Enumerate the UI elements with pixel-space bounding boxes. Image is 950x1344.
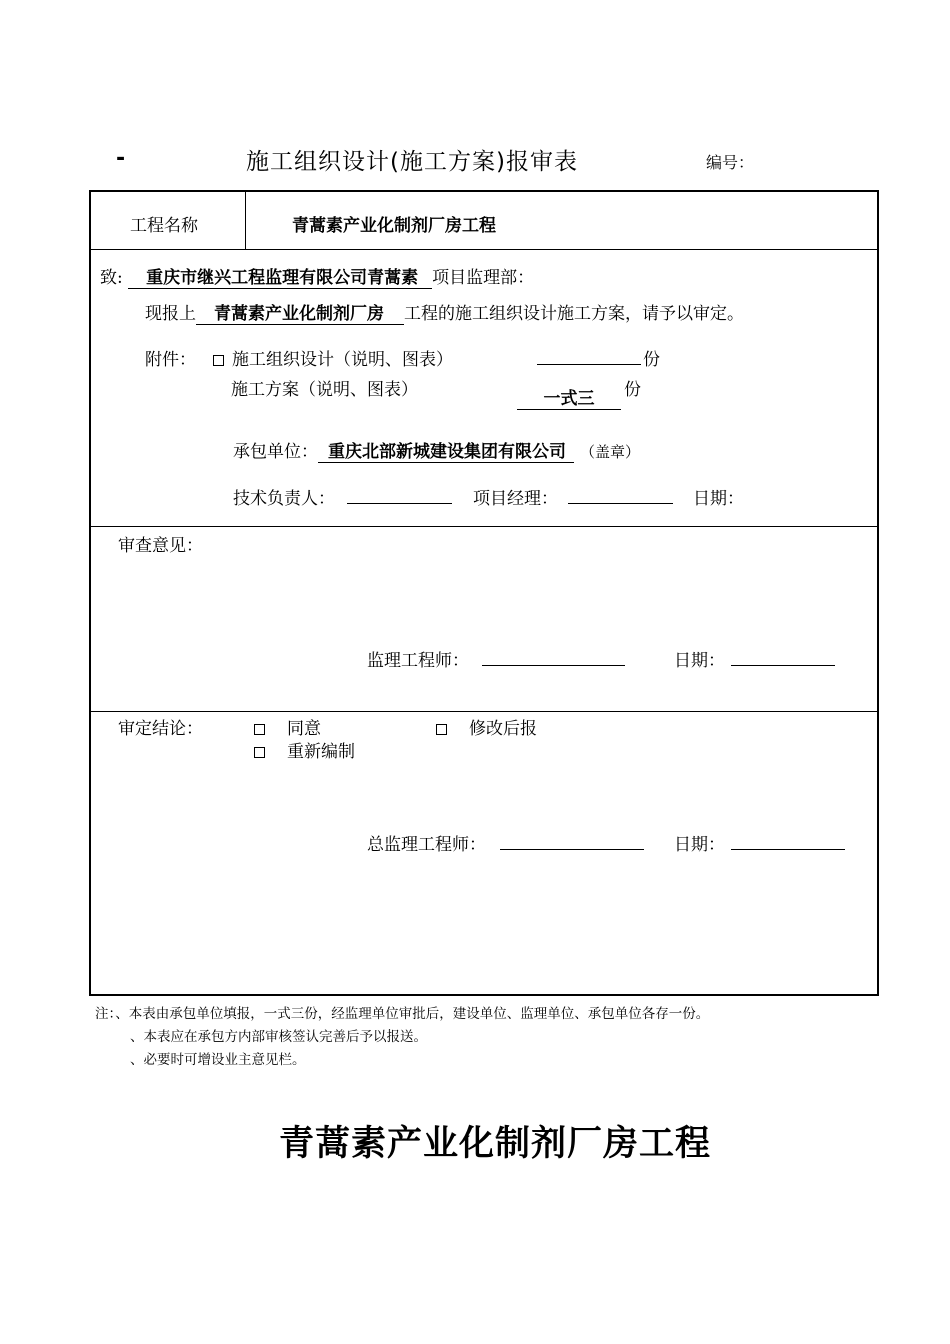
row-divider (89, 249, 879, 250)
attachment2-unit: 份 (624, 380, 641, 400)
attachment2-text: 施工方案（说明、图表） (231, 380, 418, 400)
header-dash: - (116, 146, 126, 171)
attachments-label: 附件： (145, 350, 196, 370)
note-line-1: 注：、本表由承包单位填报，一式三份，经监理单位审批后，建设单位、监理单位、承包单位各存一份。 (95, 1006, 710, 1022)
report-prefix: 现报上 (145, 304, 196, 324)
row-divider (89, 526, 879, 527)
option-agree-label: 同意 (287, 719, 321, 739)
attachment1-text: 施工组织设计（说明、图表） (232, 350, 453, 370)
project-manager-label: 项目经理： (473, 489, 558, 509)
tech-lead-label: 技术负责人： (233, 489, 335, 509)
form-title: 施工组织设计(施工方案)报审表 (246, 149, 578, 175)
submission-to-line (100, 263, 534, 289)
review-opinion-label: 审查意见： (118, 536, 203, 556)
form-number-label: 编号： (706, 153, 755, 172)
submission-date-label: 日期： (693, 489, 744, 509)
report-suffix: 工程的施工组织设计施工方案，请予以审定。 (404, 304, 744, 324)
contractor-name: 重庆北部新城建设集团有限公司 (318, 437, 574, 463)
redo-checkbox[interactable] (254, 747, 265, 758)
column-divider (245, 190, 246, 249)
project-manager-signature-blank[interactable] (568, 503, 673, 504)
project-name-label: 工程名称 (130, 216, 198, 236)
attachment1-count-blank[interactable] (537, 364, 641, 365)
review-date-blank[interactable] (731, 665, 835, 666)
to-prefix: 致: (100, 268, 123, 288)
option-redo[interactable] (254, 737, 355, 762)
note-line-3: 、必要时可增设业主意见栏。 (130, 1052, 306, 1068)
option-revise-label: 修改后报 (469, 719, 537, 739)
tech-lead-signature-blank[interactable] (347, 503, 452, 504)
supervising-engineer-signature-blank[interactable] (482, 665, 625, 666)
conclusion-date-label: 日期： (674, 835, 725, 855)
contractor-line (233, 437, 640, 463)
chief-engineer-signature-blank[interactable] (500, 849, 644, 850)
chief-engineer-label: 总监理工程师： (367, 835, 486, 855)
conclusion-label: 审定结论： (118, 719, 203, 739)
option-agree[interactable] (254, 714, 321, 739)
report-line (145, 299, 744, 325)
conclusion-date-blank[interactable] (731, 849, 845, 850)
footer-project-title: 青蒿素产业化制剂厂房工程 (278, 1124, 711, 1164)
seal-note: （盖章） (580, 443, 641, 461)
attachment2-count: 一式三 (517, 384, 621, 410)
to-suffix: 项目监理部： (432, 268, 535, 288)
attachment1-unit: 份 (643, 350, 660, 370)
report-project: 青蒿素产业化制剂厂房 (196, 299, 404, 325)
option-revise[interactable] (436, 714, 537, 739)
review-date-label: 日期： (674, 651, 725, 671)
contractor-label: 承包单位： (233, 442, 318, 462)
option-redo-label: 重新编制 (287, 742, 355, 762)
attachment1-line (213, 345, 453, 370)
row-divider (89, 711, 879, 712)
revise-checkbox[interactable] (436, 724, 447, 735)
supervisor-company: 重庆市继兴工程监理有限公司青蒿素 (128, 263, 432, 289)
supervising-engineer-label: 监理工程师： (367, 651, 469, 671)
agree-checkbox[interactable] (254, 724, 265, 735)
note-line-2: 、本表应在承包方内部审核签认完善后予以报送。 (130, 1029, 427, 1045)
attachment1-checkbox[interactable] (213, 355, 224, 366)
project-name-value: 青蒿素产业化制剂厂房工程 (292, 216, 496, 236)
